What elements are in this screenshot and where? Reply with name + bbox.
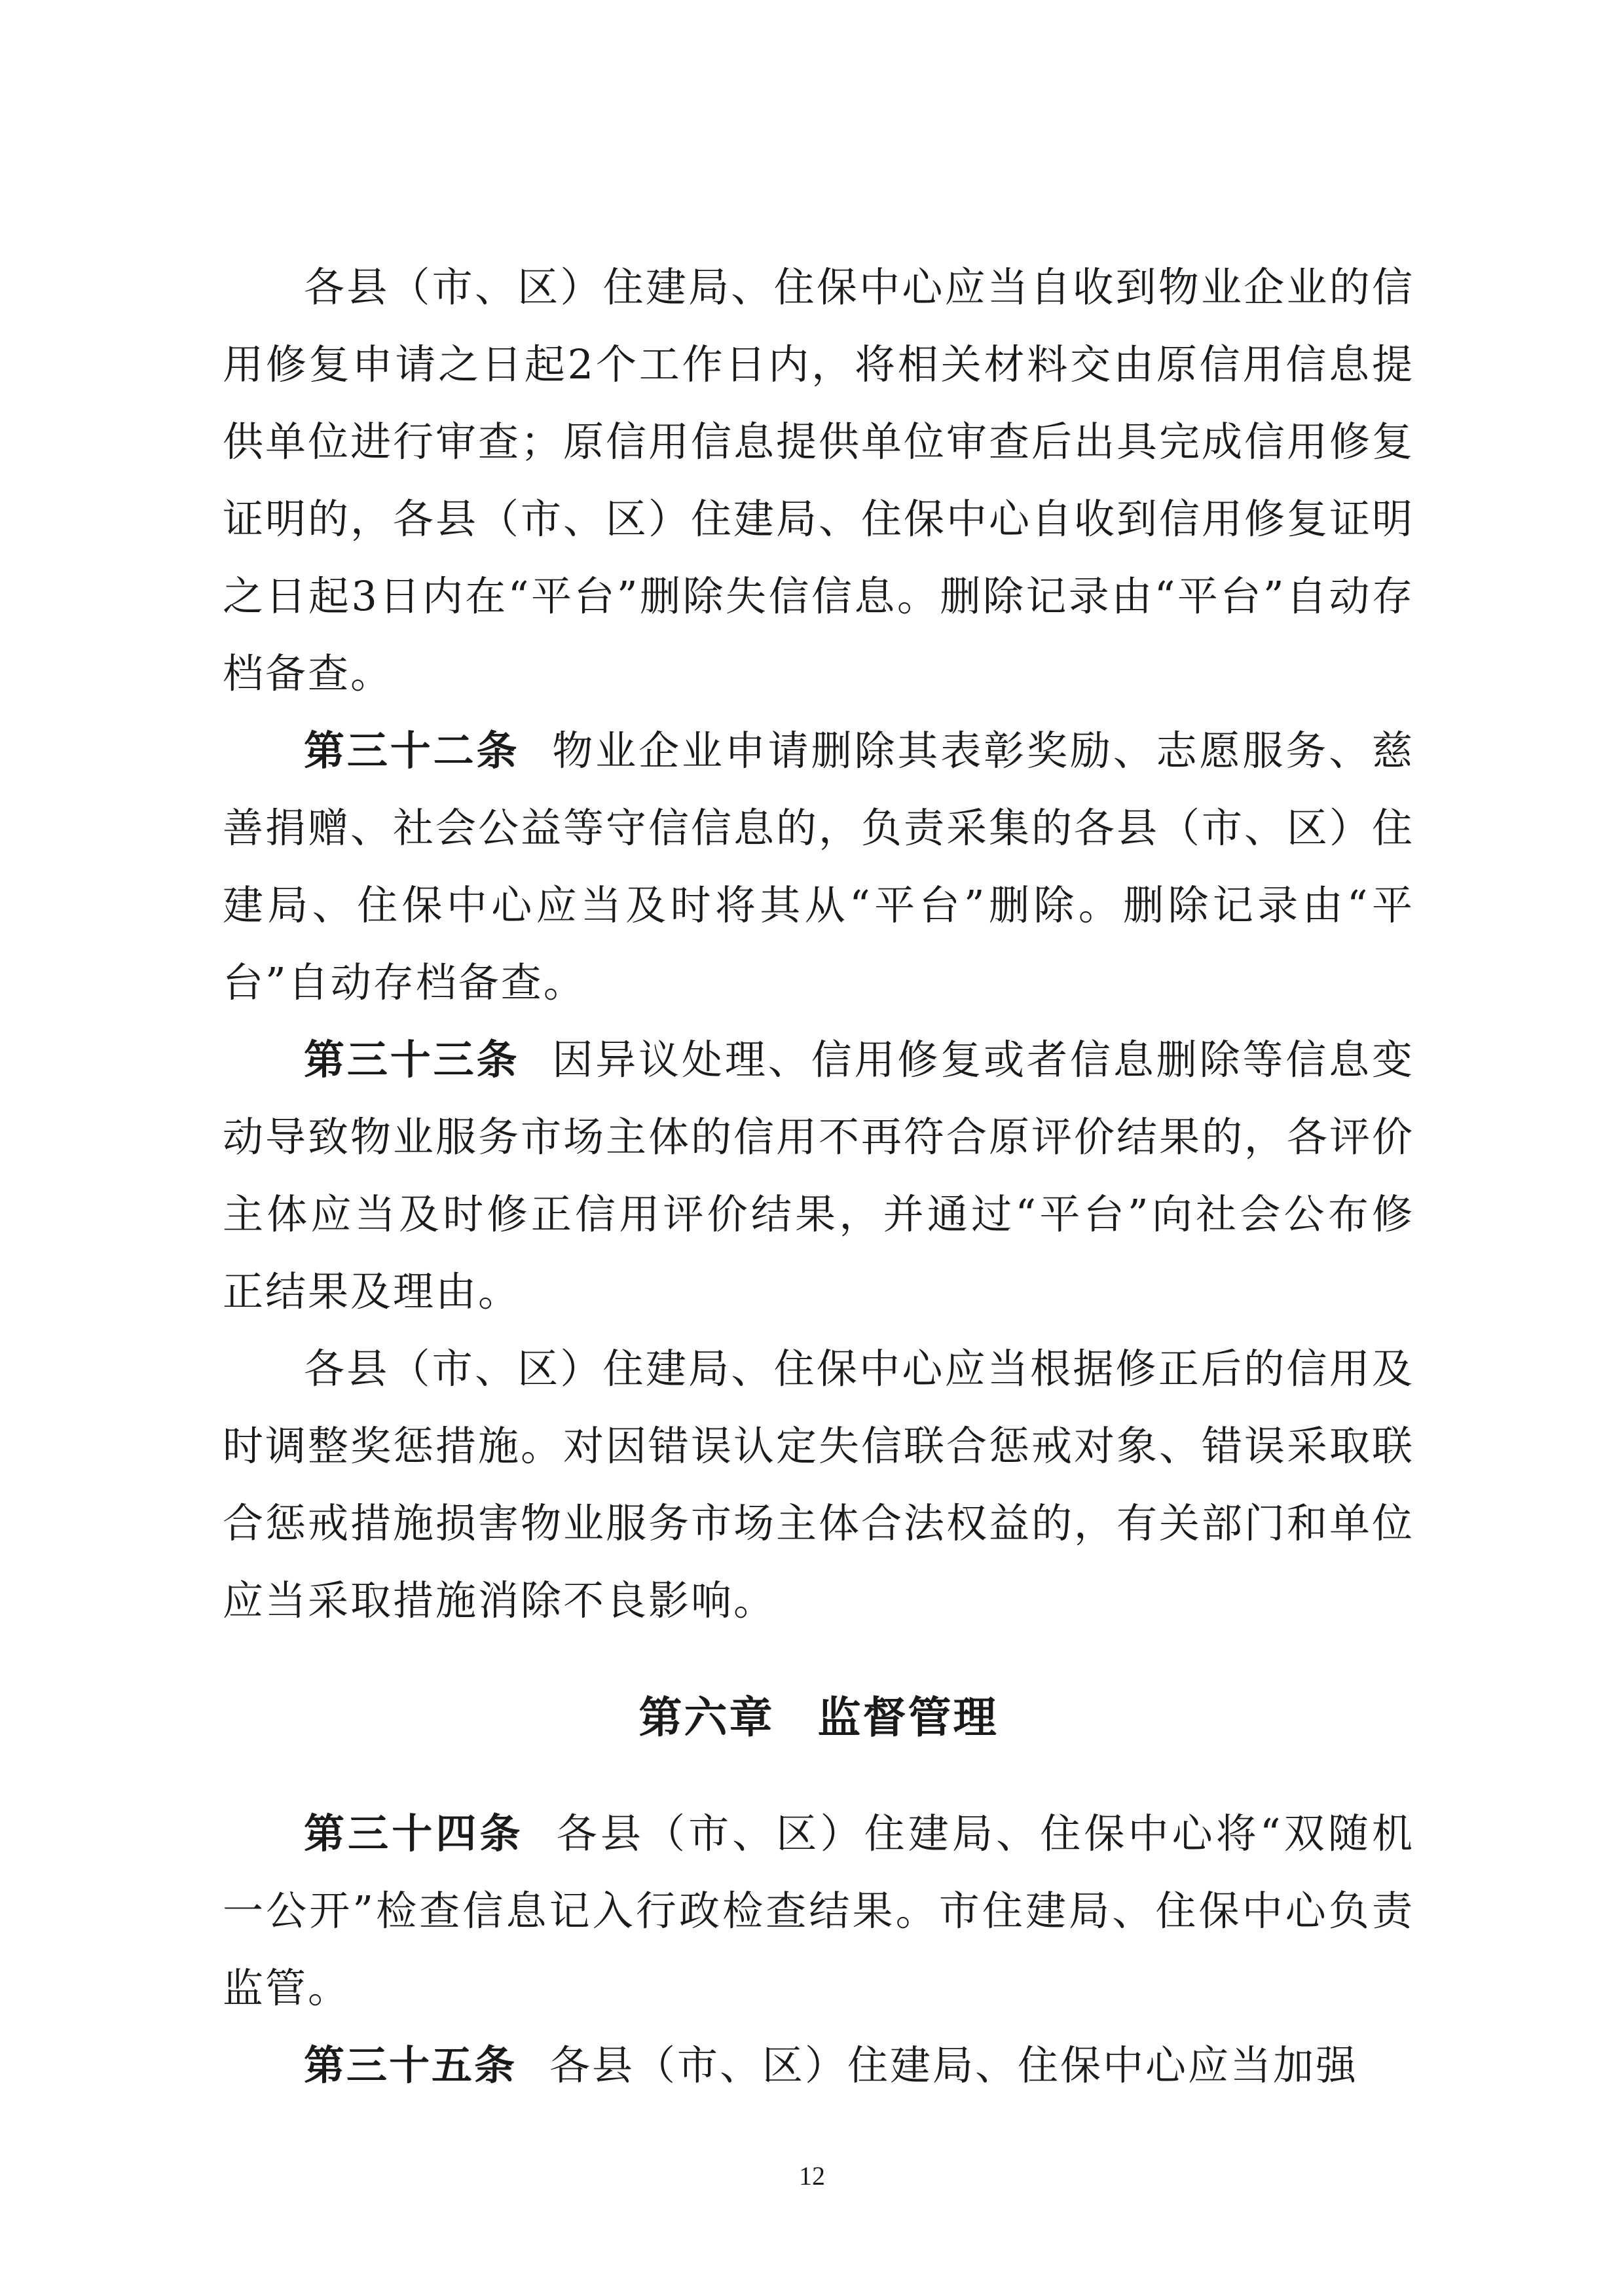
article-33 xyxy=(223,1021,1414,1330)
article-32 xyxy=(223,712,1414,1021)
article-label: 第三十四条 xyxy=(304,1810,524,1857)
paragraph-text: 因异议处理、信用修复或者信息删除等信息变动导致物业服务市场主体的信用不再符合原评价结果的，各评价主体应当及时修正信用评价结果，并通过“平台”向社会公布修正结果及理由。 xyxy=(223,1036,1415,1315)
paragraph-text: 各县（市、区）住建局、住保中心将“双随机一公开”检查信息记入行政检查结果。市住建局、住保中心负责监管。 xyxy=(223,1810,1414,2012)
article-label: 第三十二条 xyxy=(304,727,520,774)
paragraph-text: 各县（市、区）住建局、住保中心应当自收到物业企业的信用修复申请之日起2个工作日内，将相关材料交由原信用信息提供单位进行审查；原信用信息提供单位审查后出具完成信用修复证明的，各县（市、区）住建局、住保中心自收到信用修复证明之日起3日内在“平台”删除失信信息。删除记录由“平台”自动存档备查。 xyxy=(223,263,1415,697)
paragraph-text: 各县（市、区）住建局、住保中心应当根据修正后的信用及时调整奖惩措施。对因错误认定失信联合惩戒对象、错误采取联合惩戒措施损害物业服务市场主体合法权益的，有关部门和单位应当采取措施消除不良影响。 xyxy=(223,1345,1415,1624)
chapter-number: 第六章 xyxy=(638,1692,775,1743)
paragraph-credit-repair-procedure xyxy=(223,249,1414,712)
page-number: 12 xyxy=(799,2161,825,2191)
paragraph-text: 物业企业申请删除其表彰奖励、志愿服务、慈善捐赠、社会公益等守信信息的，负责采集的各县（市、区）住建局、住保中心应当及时将其从“平台”删除。删除记录由“平台”自动存档备查。 xyxy=(223,727,1415,1006)
chapter-heading xyxy=(223,1639,1414,1795)
paragraph-adjust-measures xyxy=(223,1330,1414,1639)
paragraph-text: 各县（市、区）住建局、住保中心应当加强 xyxy=(549,2041,1359,2089)
document-body xyxy=(223,249,1414,2104)
article-label: 第三十三条 xyxy=(304,1036,520,1084)
chapter-title: 监督管理 xyxy=(817,1692,999,1743)
article-35 xyxy=(223,2027,1414,2104)
article-label: 第三十五条 xyxy=(304,2041,517,2089)
article-34 xyxy=(223,1795,1414,2027)
